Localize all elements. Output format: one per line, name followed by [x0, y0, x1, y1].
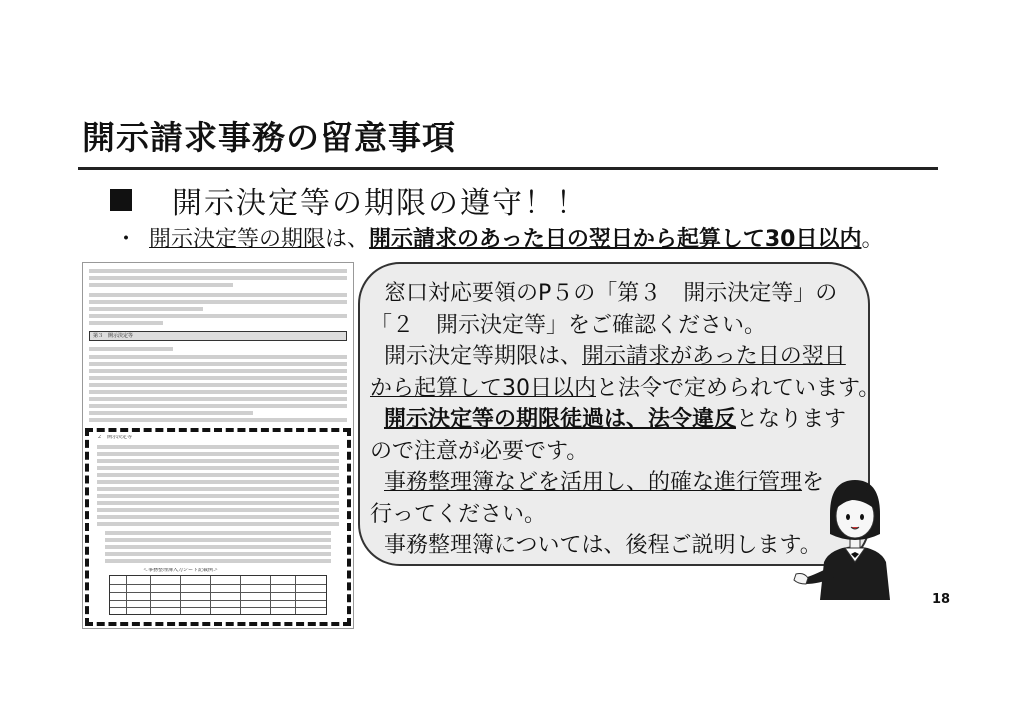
bubble-line-part: を	[802, 470, 825, 495]
bubble-line-part: となります	[736, 407, 847, 432]
bullet-marker: ・	[115, 227, 138, 252]
bubble-line: 窓口対応要領のP５の「第３ 開示決定等」の	[384, 281, 838, 306]
doc-table-cell	[150, 576, 151, 614]
doc-table-row	[110, 607, 326, 608]
doc-table-cell	[270, 576, 271, 614]
bullet-deadline: 開示請求のあった日の翌日から起算して30日以内	[369, 227, 862, 252]
page-title: 開示請求事務の留意事項	[82, 118, 456, 157]
bubble-underlined: 的確な進行管理	[648, 470, 803, 495]
bubble-line	[370, 373, 881, 405]
bubble-emphasis: 開示決定等の期限徒過は、法令違反	[384, 407, 737, 432]
bubble-line	[370, 341, 865, 373]
bubble-line: 事務整理簿については、後程ご説明します。	[384, 533, 822, 558]
doc-table-row	[110, 600, 326, 601]
doc-table	[109, 575, 327, 615]
doc-item-label: ２ 開示決定等	[97, 435, 133, 440]
doc-table-cell	[240, 576, 241, 614]
heading-text: 開示決定等の期限の遵守！！	[172, 186, 588, 221]
doc-table-row	[110, 584, 326, 585]
square-bullet-icon	[110, 189, 132, 211]
section-heading	[110, 178, 588, 222]
bubble-underlined: 開示請求があった日の翌日	[582, 344, 846, 369]
bullet-period: 。	[861, 227, 884, 252]
doc-section-bar: 第３ 開示決定等	[89, 331, 347, 341]
bullet-term: 開示決定等の期限	[149, 227, 326, 252]
bullet-particle: は、	[325, 227, 370, 252]
title-underline	[78, 167, 938, 170]
doc-table-cell	[126, 576, 127, 614]
bubble-line	[370, 404, 865, 436]
doc-table-cell	[180, 576, 181, 614]
document-thumbnail	[82, 262, 354, 629]
bubble-line-part: 開示決定等期限は、	[384, 344, 583, 369]
bubble-line: 行ってください。	[370, 501, 547, 527]
doc-table-caption: ＜事務整理簿入力シート記載例＞	[143, 568, 219, 573]
doc-table-row	[110, 592, 326, 593]
page-number: 18	[932, 592, 951, 607]
deadline-bullet	[115, 222, 883, 253]
bubble-line: 「２ 開示決定等」をご確認ください。	[370, 312, 767, 338]
bubble-underlined: から起算して30日以内	[370, 375, 596, 401]
bubble-underlined: 事務整理簿などを活用し、	[384, 470, 649, 495]
bubble-line-part: と法令で定められています。	[596, 375, 881, 401]
doc-table-cell	[210, 576, 211, 614]
presenter-illustration	[790, 470, 920, 600]
doc-table-cell	[295, 576, 296, 614]
bubble-line: ので注意が必要です。	[370, 438, 589, 464]
